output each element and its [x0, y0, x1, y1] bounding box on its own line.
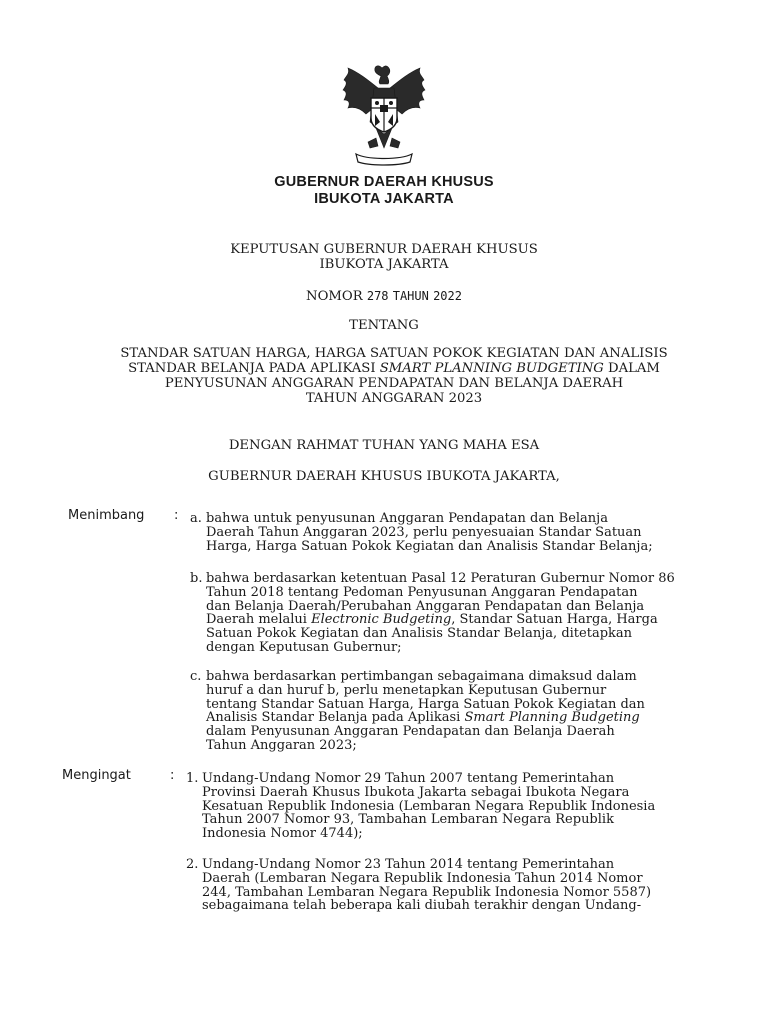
- text-line: Tahun 2018 tentang Pedoman Penyusunan Anggaran Pendapatan: [206, 584, 638, 600]
- text-segment-italic: Smart Planning Budgeting: [464, 710, 640, 726]
- blessing-line: DENGAN RAHMAT TUHAN YANG MAHA ESA: [228, 438, 540, 453]
- text-line: huruf a dan huruf b, perlu menetapkan Keputusan Gubernur: [206, 682, 607, 698]
- item-marker: a.: [190, 511, 202, 526]
- text-line: Undang-Undang Nomor 23 Tahun 2014 tentang Pemerintahan: [202, 858, 615, 872]
- subject-line-3: PENYUSUNAN ANGGARAN PENDAPATAN DAN BELANJA DAERAH: [164, 376, 624, 391]
- text-line: bahwa berdasarkan pertimbangan sebagaimana dimaksud dalam: [206, 669, 637, 684]
- text-line: Tahun 2007 Nomor 93, Tambahan Lembaran Negara Republik: [202, 812, 614, 828]
- subject-line-2-start: STANDAR BELANJA PADA APLIKASI: [128, 361, 380, 376]
- subject-line-2-end: DALAM: [603, 361, 660, 376]
- text-line: bahwa untuk penyusunan Anggaran Pendapatan dan Belanja: [206, 511, 608, 526]
- considering-colon: :: [174, 508, 179, 523]
- decree-title-line-2: IBUKOTA JAKARTA: [319, 257, 449, 272]
- text-line: bahwa berdasarkan ketentuan Pasal 12 Peraturan Gubernur Nomor 86: [206, 571, 675, 586]
- year-value: 2022: [433, 289, 462, 303]
- governor-line: GUBERNUR DAERAH KHUSUS IBUKOTA JAKARTA,: [208, 469, 560, 484]
- institution-line-2: IBUKOTA JAKARTA: [314, 191, 454, 207]
- year-label: TAHUN: [392, 289, 429, 303]
- subject-line-1: STANDAR SATUAN HARGA, HARGA SATUAN POKOK KEGIATAN DAN ANALISIS: [120, 346, 668, 361]
- item-text: [206, 670, 710, 753]
- item-text: [206, 512, 710, 553]
- text-line: dan Belanja Daerah/Perubahan Anggaran Pendapatan dan Belanja: [206, 598, 645, 614]
- text-line: Indonesia Nomor 4744);: [202, 826, 363, 842]
- item-marker: c.: [190, 669, 202, 684]
- decree-subject: [20, 346, 768, 406]
- text-line: dengan Keputusan Gubernur;: [206, 639, 402, 655]
- text-line: Harga, Harga Satuan Pokok Kegiatan dan Analisis Standar Belanja;: [206, 538, 653, 554]
- considering-label: Menimbang: [68, 508, 145, 523]
- text-segment: , Standar Satuan Harga, Harga: [451, 612, 658, 628]
- text-line: Satuan Pokok Kegiatan dan Analisis Standar Belanja, ditetapkan: [206, 626, 633, 642]
- item-text: [206, 572, 710, 655]
- text-line: [206, 613, 710, 627]
- subject-line-2-italic: SMART PLANNING BUDGETING: [379, 361, 604, 376]
- text-line: Daerah (Lembaran Negara Republik Indonesia Tahun 2014 Nomor: [202, 870, 643, 886]
- text-line: Kesatuan Republik Indonesia (Lembaran Negara Republik Indonesia: [202, 798, 656, 814]
- about-heading: TENTANG: [349, 318, 419, 333]
- item-marker: 1.: [186, 771, 199, 786]
- item-marker: 2.: [186, 857, 199, 872]
- garuda-emblem-icon: [338, 62, 430, 170]
- subject-line-2: [20, 361, 768, 376]
- text-segment: Daerah melalui: [206, 612, 312, 628]
- number-value: 278: [366, 289, 389, 303]
- recalling-label: Mengingat: [62, 768, 131, 783]
- recalling-colon: :: [170, 768, 175, 783]
- text-line: Tahun Anggaran 2023;: [206, 737, 357, 753]
- decree-title: [0, 242, 768, 272]
- text-segment: Analisis Standar Belanja pada Aplikasi: [206, 710, 465, 726]
- number-label: NOMOR: [306, 289, 363, 304]
- text-line: Daerah Tahun Anggaran 2023, perlu penyesuaian Standar Satuan: [206, 524, 642, 540]
- text-line: Provinsi Daerah Khusus Ibukota Jakarta sebagai Ibukota Negara: [202, 784, 630, 800]
- item-text: [202, 858, 710, 920]
- text-line: tentang Standar Satuan Harga, Harga Satuan Pokok Kegiatan dan: [206, 696, 645, 712]
- item-text: [202, 772, 710, 841]
- institution-line-1: GUBERNUR DAERAH KHUSUS: [274, 174, 494, 190]
- text-line: sebagaimana telah beberapa kali diubah terakhir dengan Undang-: [202, 898, 642, 914]
- text-segment-italic: Electronic Budgeting: [311, 612, 452, 628]
- item-marker: b.: [190, 571, 203, 586]
- institution-heading: [0, 174, 768, 208]
- text-line: 244, Tambahan Lembaran Negara Republik Indonesia Nomor 5587): [202, 884, 652, 900]
- subject-line-4: TAHUN ANGGARAN 2023: [305, 391, 483, 406]
- decree-title-line-1: KEPUTUSAN GUBERNUR DAERAH KHUSUS: [230, 242, 538, 257]
- text-line: Undang-Undang Nomor 29 Tahun 2007 tentang Pemerintahan: [202, 771, 615, 786]
- decree-number: [0, 289, 768, 304]
- text-line: [206, 711, 710, 725]
- text-line: dalam Penyusunan Anggaran Pendapatan dan Belanja Daerah: [206, 724, 615, 740]
